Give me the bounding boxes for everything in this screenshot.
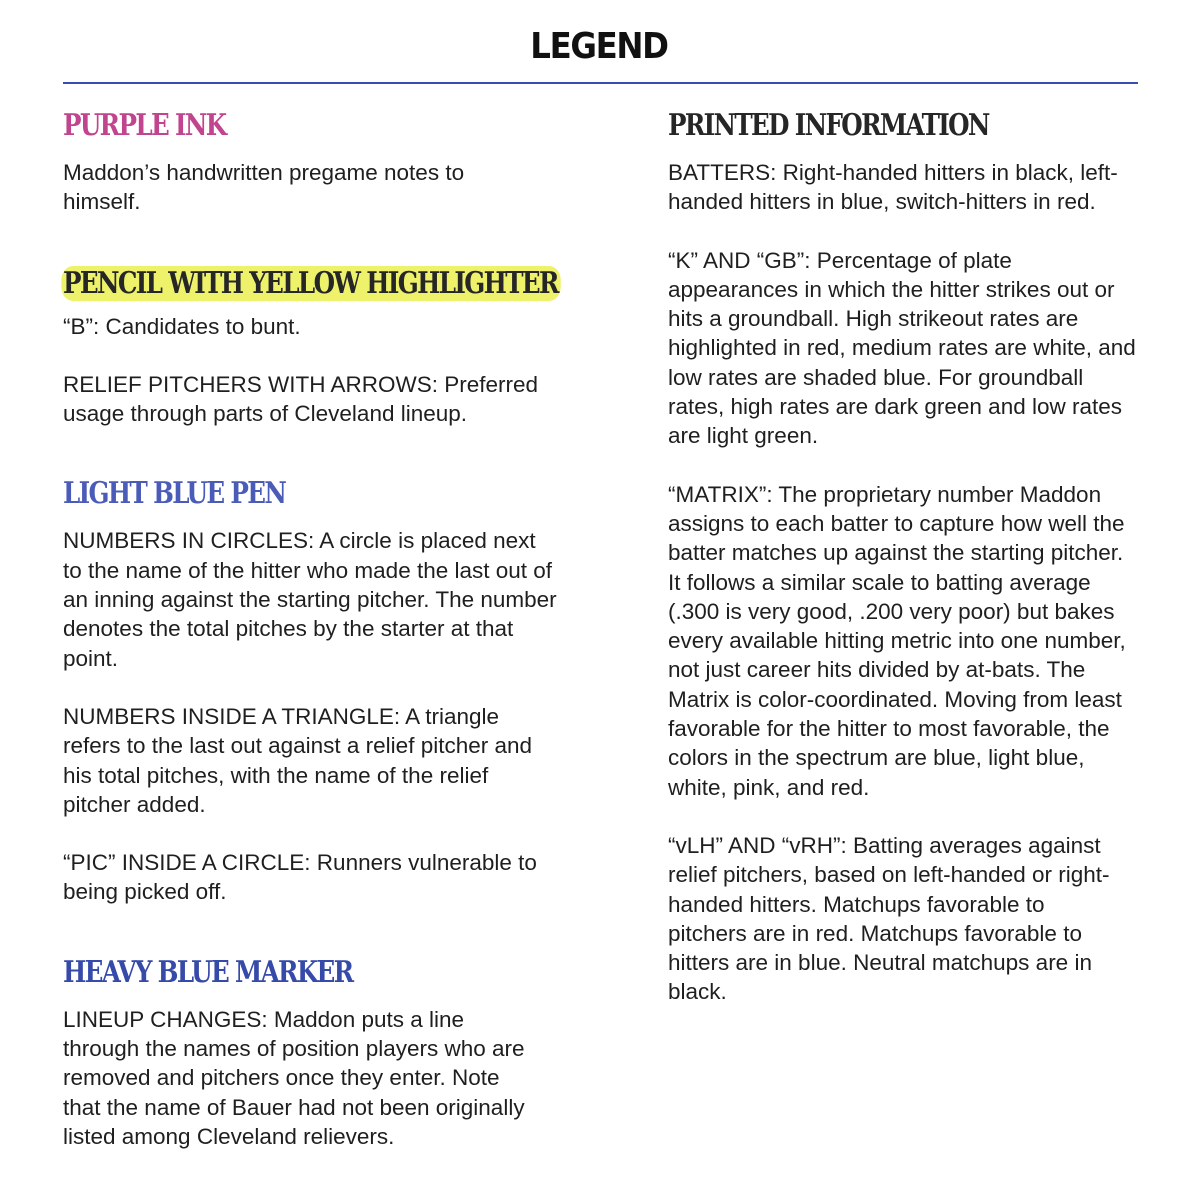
lineup-changes-text: LINEUP CHANGES: Maddon puts a line through the names of position players who are removed and pitchers once they enter. Note that the name of Bauer had not been originally listed among Cleveland relievers.	[63, 1006, 525, 1149]
bunt-candidates-text: “B”: Candidates to bunt.	[63, 313, 301, 339]
left-column	[63, 100, 563, 1151]
k-and-gb-text: “K” AND “GB”: Percentage of plate appearances in which the hitter strikes out or hits a groundball. High strikeout rates are highlighted in red, medium rates are white, and low rates are shaded blue. For groundball rates, high rates are dark green and low rates are light green.	[668, 247, 1136, 449]
purple-ink-section	[63, 100, 563, 217]
pic-in-circle-text: “PIC” INSIDE A CIRCLE: Runners vulnerable to being picked off.	[63, 850, 537, 905]
numbers-in-triangle-text: NUMBERS INSIDE A TRIANGLE: A triangle refers to the last out against a relief pitcher and his total pitches, with the name of the relief pitcher added.	[63, 703, 533, 817]
relief-arrows-text: RELIEF PITCHERS WITH ARROWS: Preferred usage through parts of Cleveland lineup.	[63, 371, 539, 427]
heavy-blue-marker-heading: HEAVY BLUE MARKER	[63, 954, 353, 990]
batters-text: BATTERS: Right-handed hitters in black, left-handed hitters in blue, switch-hitters in red.	[668, 160, 1118, 215]
printed-information-heading: PRINTED INFORMATION	[668, 108, 989, 143]
yellow-highlight: PENCIL WITH YELLOW HIGHLIGHTER	[61, 266, 561, 301]
purple-ink-description: Maddon’s handwritten pregame notes to himself.	[63, 160, 465, 215]
matrix-text: “MATRIX”: The proprietary number Maddon assigns to each batter to capture how well the batter matches up against the starting pitcher. It follows a similar scale to batting average (.300 is very good, .200 very poor) but bakes every available hitting metric into one number, not just career hits divided by at-bats. The Matrix is color-coordinated. Moving from least favorable for the hitter to most favorable, the colors in the spectrum are blue, light blue, white, pink, and red.	[668, 481, 1126, 800]
heavy-blue-marker-section	[63, 907, 563, 1151]
legend-title: LEGEND	[530, 26, 668, 67]
right-column	[668, 100, 1148, 1007]
light-blue-pen-heading: LIGHT BLUE PEN	[63, 476, 286, 512]
numbers-in-circles-text: NUMBERS IN CIRCLES: A circle is placed next to the name of the hitter who made the last out of an inning against the starting pitcher. The number denotes the total pitches by the starter at that point.	[63, 528, 557, 671]
pencil-section	[63, 217, 563, 429]
purple-ink-heading: PURPLE INK	[63, 108, 226, 143]
vlh-vrh-text: “vLH” AND “vRH”: Batting averages against relief pitchers, based on left-handed or right-handed hitters. Matchups favorable to pitchers are in red. Matchups favorable to hitters are in blue. Neutral matchups are in black.	[668, 832, 1110, 1005]
pencil-heading	[63, 264, 561, 304]
title-divider	[63, 82, 1138, 84]
light-blue-pen-section	[63, 428, 563, 906]
